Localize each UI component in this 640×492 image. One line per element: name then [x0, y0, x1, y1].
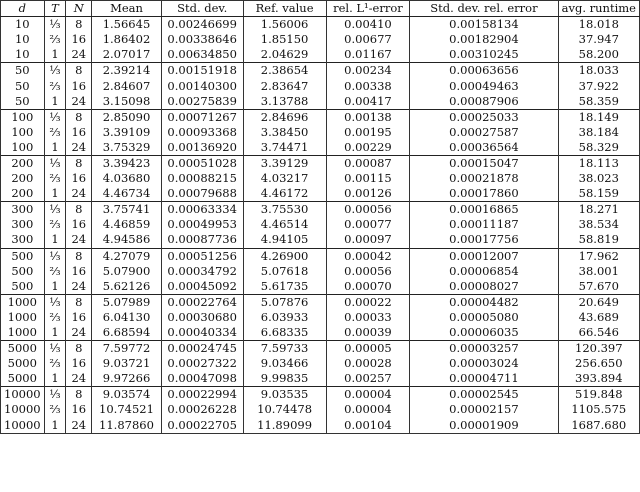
- cell-n: 8: [66, 294, 92, 310]
- table-body: [1, 17, 640, 434]
- cell-std-dev-rel-error: 0.00002545: [410, 387, 558, 403]
- cell-avg-runtime: 18.018: [558, 17, 639, 33]
- table-row: [1, 325, 640, 341]
- cell-std-dev-rel-error: 0.00158134: [410, 17, 558, 33]
- cell-avg-runtime: 43.689: [558, 310, 639, 325]
- cell-d: 100: [1, 125, 45, 140]
- cell-avg-runtime: 120.397: [558, 341, 639, 357]
- cell-std-dev-rel-error: 0.00016865: [410, 202, 558, 218]
- cell-t: 1: [44, 140, 66, 156]
- cell-d: 200: [1, 155, 45, 171]
- cell-mean: 4.46859: [92, 217, 162, 232]
- cell-n: 16: [66, 402, 92, 417]
- cell-t: ⅔: [44, 32, 66, 47]
- cell-ref-value: 3.13788: [243, 94, 326, 110]
- cell-rel-error: 0.00042: [326, 248, 410, 264]
- cell-std-dev: 0.00040334: [161, 325, 243, 341]
- cell-avg-runtime: 38.534: [558, 217, 639, 232]
- cell-t: ⅔: [44, 217, 66, 232]
- cell-t: ⅓: [44, 387, 66, 403]
- cell-n: 8: [66, 387, 92, 403]
- cell-n: 24: [66, 371, 92, 387]
- cell-t: 1: [44, 371, 66, 387]
- cell-std-dev: 0.00063334: [161, 202, 243, 218]
- cell-std-dev: 0.00136920: [161, 140, 243, 156]
- cell-n: 24: [66, 140, 92, 156]
- table-row: [1, 186, 640, 202]
- cell-ref-value: 2.04629: [243, 47, 326, 63]
- cell-avg-runtime: 1687.680: [558, 418, 639, 434]
- cell-ref-value: 5.07618: [243, 264, 326, 279]
- cell-t: 1: [44, 325, 66, 341]
- cell-avg-runtime: 37.922: [558, 78, 639, 93]
- cell-t: 1: [44, 186, 66, 202]
- cell-avg-runtime: 18.149: [558, 109, 639, 125]
- cell-rel-error: 0.00115: [326, 171, 410, 186]
- cell-mean: 3.39423: [92, 155, 162, 171]
- table-row: [1, 387, 640, 403]
- cell-avg-runtime: 58.159: [558, 186, 639, 202]
- cell-std-dev: 0.00045092: [161, 279, 243, 295]
- cell-ref-value: 5.61735: [243, 279, 326, 295]
- table-row: [1, 264, 640, 279]
- cell-mean: 1.56645: [92, 17, 162, 33]
- cell-rel-error: 0.00410: [326, 17, 410, 33]
- cell-n: 8: [66, 109, 92, 125]
- cell-rel-error: 0.00104: [326, 418, 410, 434]
- cell-n: 16: [66, 356, 92, 371]
- cell-ref-value: 1.56006: [243, 17, 326, 33]
- cell-rel-error: 0.00257: [326, 371, 410, 387]
- cell-n: 24: [66, 232, 92, 248]
- cell-n: 8: [66, 63, 92, 79]
- cell-mean: 9.03574: [92, 387, 162, 403]
- cell-n: 16: [66, 310, 92, 325]
- header-n: N: [66, 1, 92, 17]
- table-row: [1, 310, 640, 325]
- cell-std-dev-rel-error: 0.00017860: [410, 186, 558, 202]
- cell-std-dev: 0.00022705: [161, 418, 243, 434]
- cell-d: 500: [1, 279, 45, 295]
- cell-std-dev: 0.00246699: [161, 17, 243, 33]
- cell-d: 10: [1, 32, 45, 47]
- cell-t: ⅓: [44, 294, 66, 310]
- cell-n: 16: [66, 125, 92, 140]
- cell-t: ⅔: [44, 402, 66, 417]
- cell-std-dev-rel-error: 0.00012007: [410, 248, 558, 264]
- cell-ref-value: 7.59733: [243, 341, 326, 357]
- cell-ref-value: 4.94105: [243, 232, 326, 248]
- cell-t: ⅓: [44, 202, 66, 218]
- cell-d: 10000: [1, 402, 45, 417]
- cell-mean: 4.03680: [92, 171, 162, 186]
- cell-d: 10000: [1, 418, 45, 434]
- cell-mean: 3.75741: [92, 202, 162, 218]
- cell-std-dev: 0.00079688: [161, 186, 243, 202]
- cell-std-dev: 0.00093368: [161, 125, 243, 140]
- cell-t: ⅓: [44, 17, 66, 33]
- cell-d: 300: [1, 232, 45, 248]
- cell-std-dev-rel-error: 0.00005080: [410, 310, 558, 325]
- cell-rel-error: 0.00056: [326, 202, 410, 218]
- cell-t: ⅔: [44, 356, 66, 371]
- cell-rel-error: 0.00028: [326, 356, 410, 371]
- cell-d: 100: [1, 140, 45, 156]
- cell-d: 1000: [1, 310, 45, 325]
- cell-avg-runtime: 58.200: [558, 47, 639, 63]
- cell-mean: 4.46734: [92, 186, 162, 202]
- cell-std-dev: 0.00024745: [161, 341, 243, 357]
- cell-std-dev-rel-error: 0.00049463: [410, 78, 558, 93]
- cell-std-dev: 0.00087736: [161, 232, 243, 248]
- cell-mean: 2.85090: [92, 109, 162, 125]
- table-row: [1, 217, 640, 232]
- cell-rel-error: 0.00005: [326, 341, 410, 357]
- cell-d: 50: [1, 63, 45, 79]
- cell-std-dev-rel-error: 0.00006035: [410, 325, 558, 341]
- cell-rel-error: 0.00004: [326, 387, 410, 403]
- cell-std-dev: 0.00071267: [161, 109, 243, 125]
- cell-n: 24: [66, 47, 92, 63]
- cell-rel-error: 0.00004: [326, 402, 410, 417]
- cell-std-dev-rel-error: 0.00021878: [410, 171, 558, 186]
- cell-t: ⅓: [44, 63, 66, 79]
- cell-ref-value: 2.84696: [243, 109, 326, 125]
- cell-std-dev-rel-error: 0.00182904: [410, 32, 558, 47]
- cell-mean: 11.87860: [92, 418, 162, 434]
- cell-rel-error: 0.00229: [326, 140, 410, 156]
- table-row: [1, 78, 640, 93]
- cell-std-dev-rel-error: 0.00017756: [410, 232, 558, 248]
- cell-t: ⅓: [44, 248, 66, 264]
- cell-ref-value: 11.89099: [243, 418, 326, 434]
- cell-avg-runtime: 66.546: [558, 325, 639, 341]
- table-row: [1, 171, 640, 186]
- cell-d: 1000: [1, 294, 45, 310]
- header-mean: Mean: [92, 1, 162, 17]
- cell-mean: 10.74521: [92, 402, 162, 417]
- cell-ref-value: 6.68335: [243, 325, 326, 341]
- cell-t: 1: [44, 232, 66, 248]
- cell-std-dev-rel-error: 0.00011187: [410, 217, 558, 232]
- cell-avg-runtime: 17.962: [558, 248, 639, 264]
- cell-std-dev: 0.00051256: [161, 248, 243, 264]
- cell-t: ⅔: [44, 310, 66, 325]
- table-row: [1, 341, 640, 357]
- cell-std-dev-rel-error: 0.00006854: [410, 264, 558, 279]
- cell-mean: 4.27079: [92, 248, 162, 264]
- cell-d: 500: [1, 264, 45, 279]
- cell-n: 8: [66, 248, 92, 264]
- cell-std-dev-rel-error: 0.00310245: [410, 47, 558, 63]
- cell-d: 500: [1, 248, 45, 264]
- table-row: [1, 371, 640, 387]
- cell-avg-runtime: 20.649: [558, 294, 639, 310]
- cell-d: 5000: [1, 341, 45, 357]
- cell-ref-value: 3.38450: [243, 125, 326, 140]
- table-row: [1, 202, 640, 218]
- table-row: [1, 109, 640, 125]
- cell-rel-error: 0.00234: [326, 63, 410, 79]
- cell-mean: 3.15098: [92, 94, 162, 110]
- cell-std-dev-rel-error: 0.00003024: [410, 356, 558, 371]
- cell-std-dev: 0.00026228: [161, 402, 243, 417]
- cell-d: 5000: [1, 356, 45, 371]
- table-row: [1, 155, 640, 171]
- cell-d: 200: [1, 186, 45, 202]
- cell-ref-value: 9.99835: [243, 371, 326, 387]
- cell-rel-error: 0.00033: [326, 310, 410, 325]
- cell-rel-error: 0.00070: [326, 279, 410, 295]
- cell-rel-error: 0.00039: [326, 325, 410, 341]
- cell-d: 10: [1, 47, 45, 63]
- cell-t: ⅔: [44, 171, 66, 186]
- cell-std-dev: 0.00022994: [161, 387, 243, 403]
- cell-std-dev-rel-error: 0.00036564: [410, 140, 558, 156]
- cell-std-dev: 0.00338646: [161, 32, 243, 47]
- cell-n: 8: [66, 341, 92, 357]
- header-avg-runtime: avg. runtime: [558, 1, 639, 17]
- cell-ref-value: 5.07876: [243, 294, 326, 310]
- cell-std-dev: 0.00275839: [161, 94, 243, 110]
- cell-mean: 2.07017: [92, 47, 162, 63]
- cell-d: 10: [1, 17, 45, 33]
- cell-t: ⅓: [44, 341, 66, 357]
- cell-std-dev: 0.00088215: [161, 171, 243, 186]
- cell-std-dev: 0.00051028: [161, 155, 243, 171]
- cell-n: 16: [66, 171, 92, 186]
- cell-d: 100: [1, 109, 45, 125]
- cell-ref-value: 9.03466: [243, 356, 326, 371]
- cell-ref-value: 4.03217: [243, 171, 326, 186]
- cell-mean: 3.75329: [92, 140, 162, 156]
- cell-n: 8: [66, 17, 92, 33]
- cell-n: 8: [66, 202, 92, 218]
- cell-t: 1: [44, 47, 66, 63]
- table-row: [1, 125, 640, 140]
- table-row: [1, 418, 640, 434]
- cell-ref-value: 3.75530: [243, 202, 326, 218]
- cell-avg-runtime: 58.819: [558, 232, 639, 248]
- cell-std-dev: 0.00022764: [161, 294, 243, 310]
- cell-ref-value: 4.46172: [243, 186, 326, 202]
- cell-n: 24: [66, 325, 92, 341]
- table-row: [1, 47, 640, 63]
- cell-std-dev-rel-error: 0.00027587: [410, 125, 558, 140]
- cell-ref-value: 1.85150: [243, 32, 326, 47]
- cell-std-dev-rel-error: 0.00003257: [410, 341, 558, 357]
- cell-mean: 5.07989: [92, 294, 162, 310]
- header-std-dev: Std. dev.: [161, 1, 243, 17]
- cell-ref-value: 4.26900: [243, 248, 326, 264]
- cell-rel-error: 0.00677: [326, 32, 410, 47]
- cell-d: 5000: [1, 371, 45, 387]
- cell-std-dev: 0.00634850: [161, 47, 243, 63]
- cell-n: 24: [66, 279, 92, 295]
- cell-rel-error: 0.00138: [326, 109, 410, 125]
- cell-mean: 5.07900: [92, 264, 162, 279]
- cell-ref-value: 2.83647: [243, 78, 326, 93]
- cell-mean: 6.04130: [92, 310, 162, 325]
- cell-n: 24: [66, 418, 92, 434]
- cell-n: 16: [66, 264, 92, 279]
- cell-mean: 2.84607: [92, 78, 162, 93]
- cell-mean: 5.62126: [92, 279, 162, 295]
- cell-t: ⅔: [44, 125, 66, 140]
- cell-std-dev-rel-error: 0.00004482: [410, 294, 558, 310]
- cell-std-dev: 0.00047098: [161, 371, 243, 387]
- cell-mean: 1.86402: [92, 32, 162, 47]
- table-header: [1, 1, 640, 17]
- cell-ref-value: 9.03535: [243, 387, 326, 403]
- cell-mean: 6.68594: [92, 325, 162, 341]
- table-row: [1, 248, 640, 264]
- cell-rel-error: 0.00195: [326, 125, 410, 140]
- cell-mean: 7.59772: [92, 341, 162, 357]
- table-row: [1, 402, 640, 417]
- header-d: d: [1, 1, 45, 17]
- cell-rel-error: 0.00087: [326, 155, 410, 171]
- table-row: [1, 32, 640, 47]
- cell-t: ⅓: [44, 155, 66, 171]
- cell-ref-value: 10.74478: [243, 402, 326, 417]
- cell-mean: 3.39109: [92, 125, 162, 140]
- cell-d: 10000: [1, 387, 45, 403]
- table-row: [1, 232, 640, 248]
- table-row: [1, 356, 640, 371]
- cell-rel-error: 0.00417: [326, 94, 410, 110]
- table-row: [1, 279, 640, 295]
- cell-n: 16: [66, 32, 92, 47]
- cell-avg-runtime: 18.271: [558, 202, 639, 218]
- cell-std-dev: 0.00151918: [161, 63, 243, 79]
- cell-std-dev-rel-error: 0.00015047: [410, 155, 558, 171]
- cell-t: ⅔: [44, 264, 66, 279]
- cell-mean: 9.97266: [92, 371, 162, 387]
- cell-d: 300: [1, 202, 45, 218]
- cell-avg-runtime: 38.023: [558, 171, 639, 186]
- cell-ref-value: 3.74471: [243, 140, 326, 156]
- cell-std-dev-rel-error: 0.00004711: [410, 371, 558, 387]
- cell-std-dev-rel-error: 0.00087906: [410, 94, 558, 110]
- cell-avg-runtime: 58.329: [558, 140, 639, 156]
- cell-std-dev-rel-error: 0.00025033: [410, 109, 558, 125]
- cell-std-dev: 0.00027322: [161, 356, 243, 371]
- cell-std-dev: 0.00030680: [161, 310, 243, 325]
- cell-t: 1: [44, 418, 66, 434]
- table-row: [1, 63, 640, 79]
- cell-ref-value: 4.46514: [243, 217, 326, 232]
- cell-rel-error: 0.00097: [326, 232, 410, 248]
- cell-rel-error: 0.00077: [326, 217, 410, 232]
- table-row: [1, 140, 640, 156]
- cell-ref-value: 2.38654: [243, 63, 326, 79]
- cell-t: 1: [44, 94, 66, 110]
- cell-std-dev-rel-error: 0.00063656: [410, 63, 558, 79]
- cell-mean: 2.39214: [92, 63, 162, 79]
- cell-std-dev-rel-error: 0.00008027: [410, 279, 558, 295]
- cell-std-dev: 0.00049953: [161, 217, 243, 232]
- cell-n: 16: [66, 78, 92, 93]
- cell-avg-runtime: 57.670: [558, 279, 639, 295]
- cell-mean: 4.94586: [92, 232, 162, 248]
- header-t: T: [44, 1, 66, 17]
- cell-d: 300: [1, 217, 45, 232]
- cell-std-dev-rel-error: 0.00002157: [410, 402, 558, 417]
- cell-n: 24: [66, 186, 92, 202]
- cell-avg-runtime: 519.848: [558, 387, 639, 403]
- header-std-dev-rel-error: Std. dev. rel. error: [410, 1, 558, 17]
- cell-avg-runtime: 37.947: [558, 32, 639, 47]
- cell-std-dev-rel-error: 0.00001909: [410, 418, 558, 434]
- cell-std-dev: 0.00034792: [161, 264, 243, 279]
- cell-std-dev: 0.00140300: [161, 78, 243, 93]
- cell-ref-value: 3.39129: [243, 155, 326, 171]
- cell-n: 24: [66, 94, 92, 110]
- cell-d: 50: [1, 94, 45, 110]
- cell-t: ⅓: [44, 109, 66, 125]
- table-row: [1, 94, 640, 110]
- cell-rel-error: 0.00338: [326, 78, 410, 93]
- cell-avg-runtime: 256.650: [558, 356, 639, 371]
- cell-n: 16: [66, 217, 92, 232]
- cell-ref-value: 6.03933: [243, 310, 326, 325]
- header-ref-value: Ref. value: [243, 1, 326, 17]
- cell-mean: 9.03721: [92, 356, 162, 371]
- cell-n: 8: [66, 155, 92, 171]
- cell-avg-runtime: 38.184: [558, 125, 639, 140]
- cell-d: 50: [1, 78, 45, 93]
- cell-avg-runtime: 58.359: [558, 94, 639, 110]
- cell-avg-runtime: 18.033: [558, 63, 639, 79]
- cell-rel-error: 0.01167: [326, 47, 410, 63]
- cell-rel-error: 0.00022: [326, 294, 410, 310]
- cell-avg-runtime: 18.113: [558, 155, 639, 171]
- cell-avg-runtime: 393.894: [558, 371, 639, 387]
- table-row: [1, 294, 640, 310]
- cell-rel-error: 0.00126: [326, 186, 410, 202]
- cell-rel-error: 0.00056: [326, 264, 410, 279]
- header-rel-error: rel. L¹-error: [326, 1, 410, 17]
- cell-d: 1000: [1, 325, 45, 341]
- cell-d: 200: [1, 171, 45, 186]
- table-row: [1, 17, 640, 33]
- cell-avg-runtime: 1105.575: [558, 402, 639, 417]
- cell-t: 1: [44, 279, 66, 295]
- cell-avg-runtime: 38.001: [558, 264, 639, 279]
- cell-t: ⅔: [44, 78, 66, 93]
